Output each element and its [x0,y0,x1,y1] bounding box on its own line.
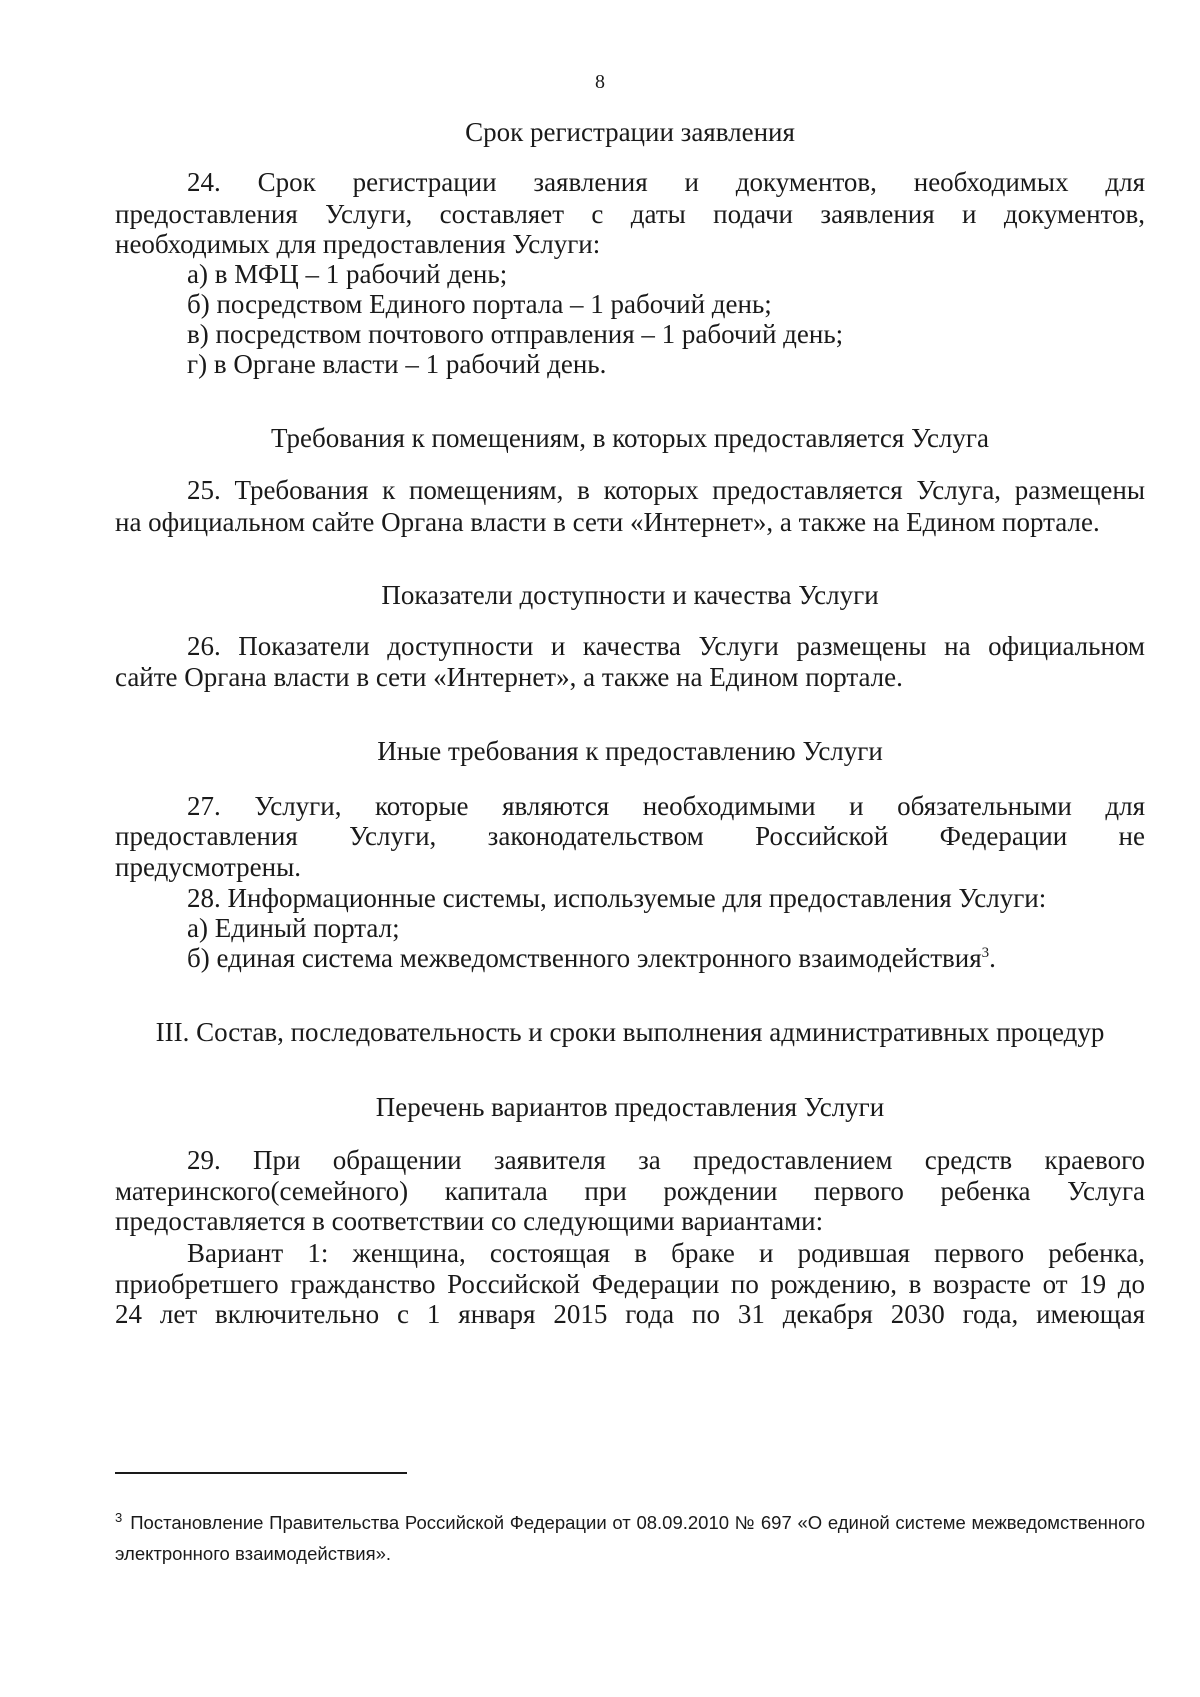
list-item-end: . [989,943,996,973]
paragraph-25 [115,474,1145,506]
list-item: б) посредством Единого портала – 1 рабочий день; [187,289,772,319]
paragraph-24-cont [115,198,1145,230]
p24-line: необходимых для предоставления Услуги: [115,229,601,259]
list-item: а) Единый портал; [187,913,400,943]
footnote-mark: 3 [115,1509,123,1525]
variant-1 [115,1237,1145,1269]
heading-section-iii: III. Состав, последовательность и сроки выполнения административных процедур [155,1017,1105,1047]
heading-registration: Срок регистрации заявления [465,117,795,147]
variant-1-cont2 [115,1298,1145,1330]
footnote-separator [115,1472,407,1474]
page-number: 8 [595,71,605,93]
list-item-with-footnote [187,942,1145,974]
paragraph-24 [115,166,1145,198]
p24-line: 24. Срок регистрации заявления и документов, необходимых для [187,167,1145,197]
heading-premises: Требования к помещениям, в которых предоставляется Услуга [271,423,989,453]
p25-line: 25. Требования к помещениям, в которых предоставляется Услуга, размещены [187,475,1145,505]
p29-line: предоставляется в соответствии со следующими вариантами: [115,1206,824,1236]
variant-1-cont [115,1268,1145,1300]
p26-line: 26. Показатели доступности и качества Услуги размещены на официальном [187,631,1145,661]
paragraph-29-end [115,1205,1145,1237]
p27-line: предоставления Услуги, законодательством Российской Федерации не [115,821,1145,851]
variant-line: приобретшего гражданство Российской Федерации по рождению, в возрасте от 19 до [115,1269,1145,1299]
p24-line: предоставления Услуги, составляет с даты подачи заявления и документов, [115,199,1145,229]
list-item: г) в Органе власти – 1 рабочий день. [187,349,607,379]
p26-line: сайте Органа власти в сети «Интернет», а также на Едином портале. [115,662,903,692]
paragraph-25-end [115,506,1145,538]
variant-line: 24 лет включительно с 1 января 2015 года по 31 декабря 2030 года, имеющая [115,1299,1145,1329]
p27-line: предусмотрены. [115,852,301,882]
variant-line: Вариант 1: женщина, состоящая в браке и родившая первого ребенка, [187,1238,1145,1268]
paragraph-24-end [115,228,1145,260]
heading-quality: Показатели доступности и качества Услуги [381,580,879,610]
paragraph-27-cont [115,820,1145,852]
paragraph-26 [115,630,1145,662]
list-item-text: б) единая система межведомственного электронного взаимодействия [187,943,982,973]
heading-other: Иные требования к предоставлению Услуги [377,736,883,766]
paragraph-28: 28. Информационные системы, используемые для предоставления Услуги: [187,883,1047,913]
paragraph-27-end [115,851,1145,883]
footnote-ref: 3 [981,945,990,961]
paragraph-29-cont [115,1175,1145,1207]
paragraph-27 [115,790,1145,822]
list-item: а) в МФЦ – 1 рабочий день; [187,259,508,289]
p27-line: 27. Услуги, которые являются необходимыми и обязательными для [187,791,1145,821]
paragraph-26-end [115,661,1145,693]
paragraph-29 [115,1144,1145,1176]
p25-line: на официальном сайте Органа власти в сети «Интернет», а также на Едином портале. [115,507,1100,537]
heading-variants: Перечень вариантов предоставления Услуги [375,1092,885,1122]
footnote-text: Постановление Правительства Российской Федерации от 08.09.2010 № 697 «О единой системе межведомственного электронного взаимодействия». [115,1512,1145,1564]
p29-line: 29. При обращении заявителя за предоставлением средств краевого [187,1145,1145,1175]
list-item: в) посредством почтового отправления – 1 рабочий день; [187,319,844,349]
p29-line: материнского(семейного) капитала при рождении первого ребенка Услуга [115,1176,1145,1206]
footnote [115,1507,1145,1569]
